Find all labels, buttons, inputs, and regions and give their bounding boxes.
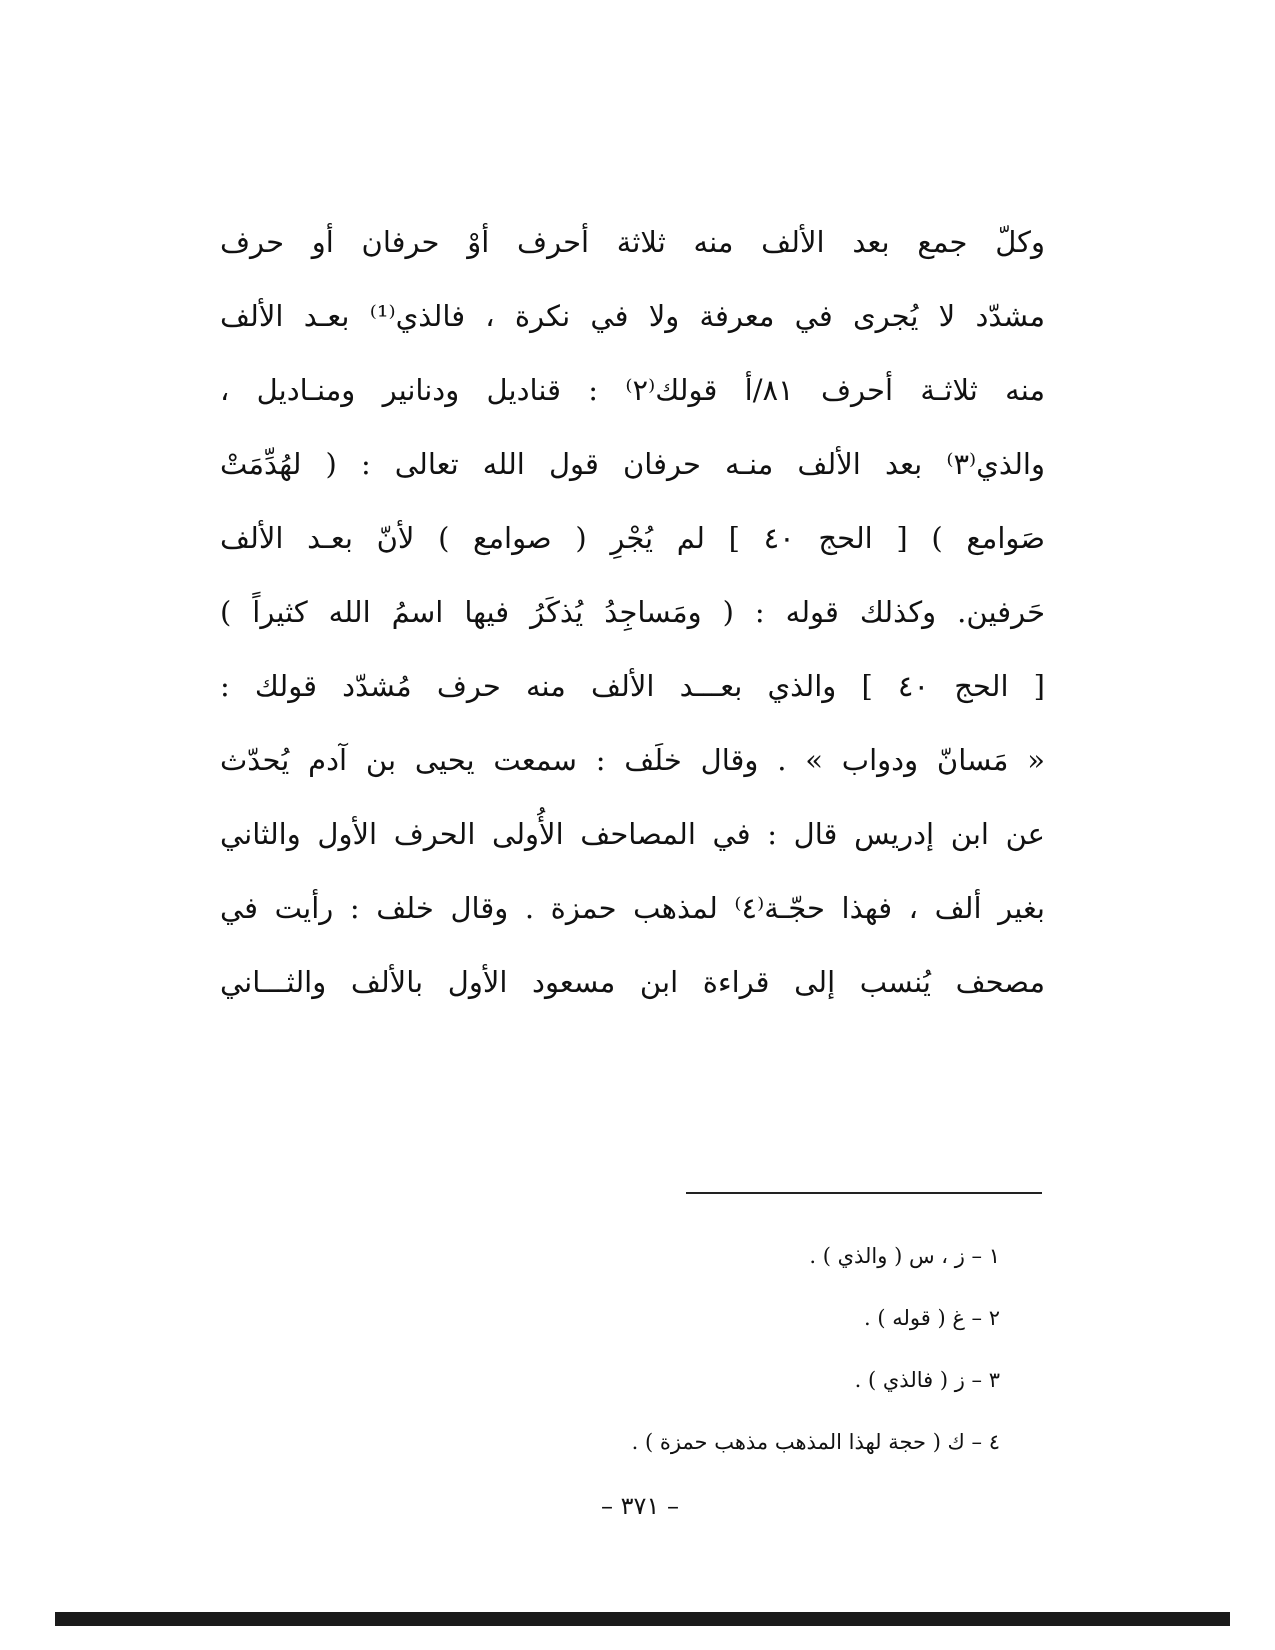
text-line: عن ابن إدريس قال : في المصاحف الأُولى الحرف الأول والثاني [220, 817, 1045, 851]
text-line: وكلّ جمع بعد الألف منه ثلاثة أحرف أوْ حرفان أو حرف [220, 225, 1045, 259]
footnote: ١ – ز ، س ( والذي ) . [809, 1244, 1000, 1268]
footnotes [500, 1225, 1000, 1473]
footnote-divider [686, 1192, 1042, 1194]
text-line: « مَسانّ ودواب » . وقال خلَف : سمعت يحيى بن آدم يُحدّث [220, 743, 1045, 777]
footnote: ٣ – ز ( فالذي ) . [854, 1368, 1000, 1392]
text-line: والذي⁽٣⁾ بعد الألف منـه حرفان قول الله تعالى : ( لهُدِّمَتْ [220, 447, 1045, 481]
page-number: – ٣٧١ – [601, 1492, 679, 1520]
text-line: مشدّد لا يُجرى في معرفة ولا في نكرة ، فالذي⁽¹⁾ بعـد الألف [220, 299, 1045, 333]
footnote: ٢ – غ ( قوله ) . [864, 1306, 1000, 1330]
scan-edge-bar [55, 1612, 1230, 1626]
text-line: مصحف يُنسب إلى قراءة ابن مسعود الأول بالألف والثـــاني [220, 965, 1045, 999]
text-line: منه ثلاثـة أحرف ٨١/أ قولك⁽٢⁾ : قناديل ودنانير ومنـاديل ، [220, 373, 1045, 407]
text-line: بغير ألف ، فهذا حجّـة⁽٤⁾ لمذهب حمزة . وقال خلف : رأيت في [220, 891, 1045, 925]
text-line: صَوامع ) [ الحج ٤٠ ] لم يُجْرِ ( صوامع ) لأنّ بعـد الألف [220, 521, 1045, 555]
footnote: ٤ – ك ( حجة لهذا المذهب مذهب حمزة ) . [631, 1430, 1000, 1454]
body-text [220, 205, 1045, 1019]
text-line: [ الحج ٤٠ ] والذي بعـــد الألف منه حرف مُشدّد قولك : [220, 669, 1045, 703]
text-line: حَرفين. وكذلك قوله : ( ومَساجِدُ يُذكَرُ فيها اسمُ الله كثيراً ) [220, 595, 1045, 629]
